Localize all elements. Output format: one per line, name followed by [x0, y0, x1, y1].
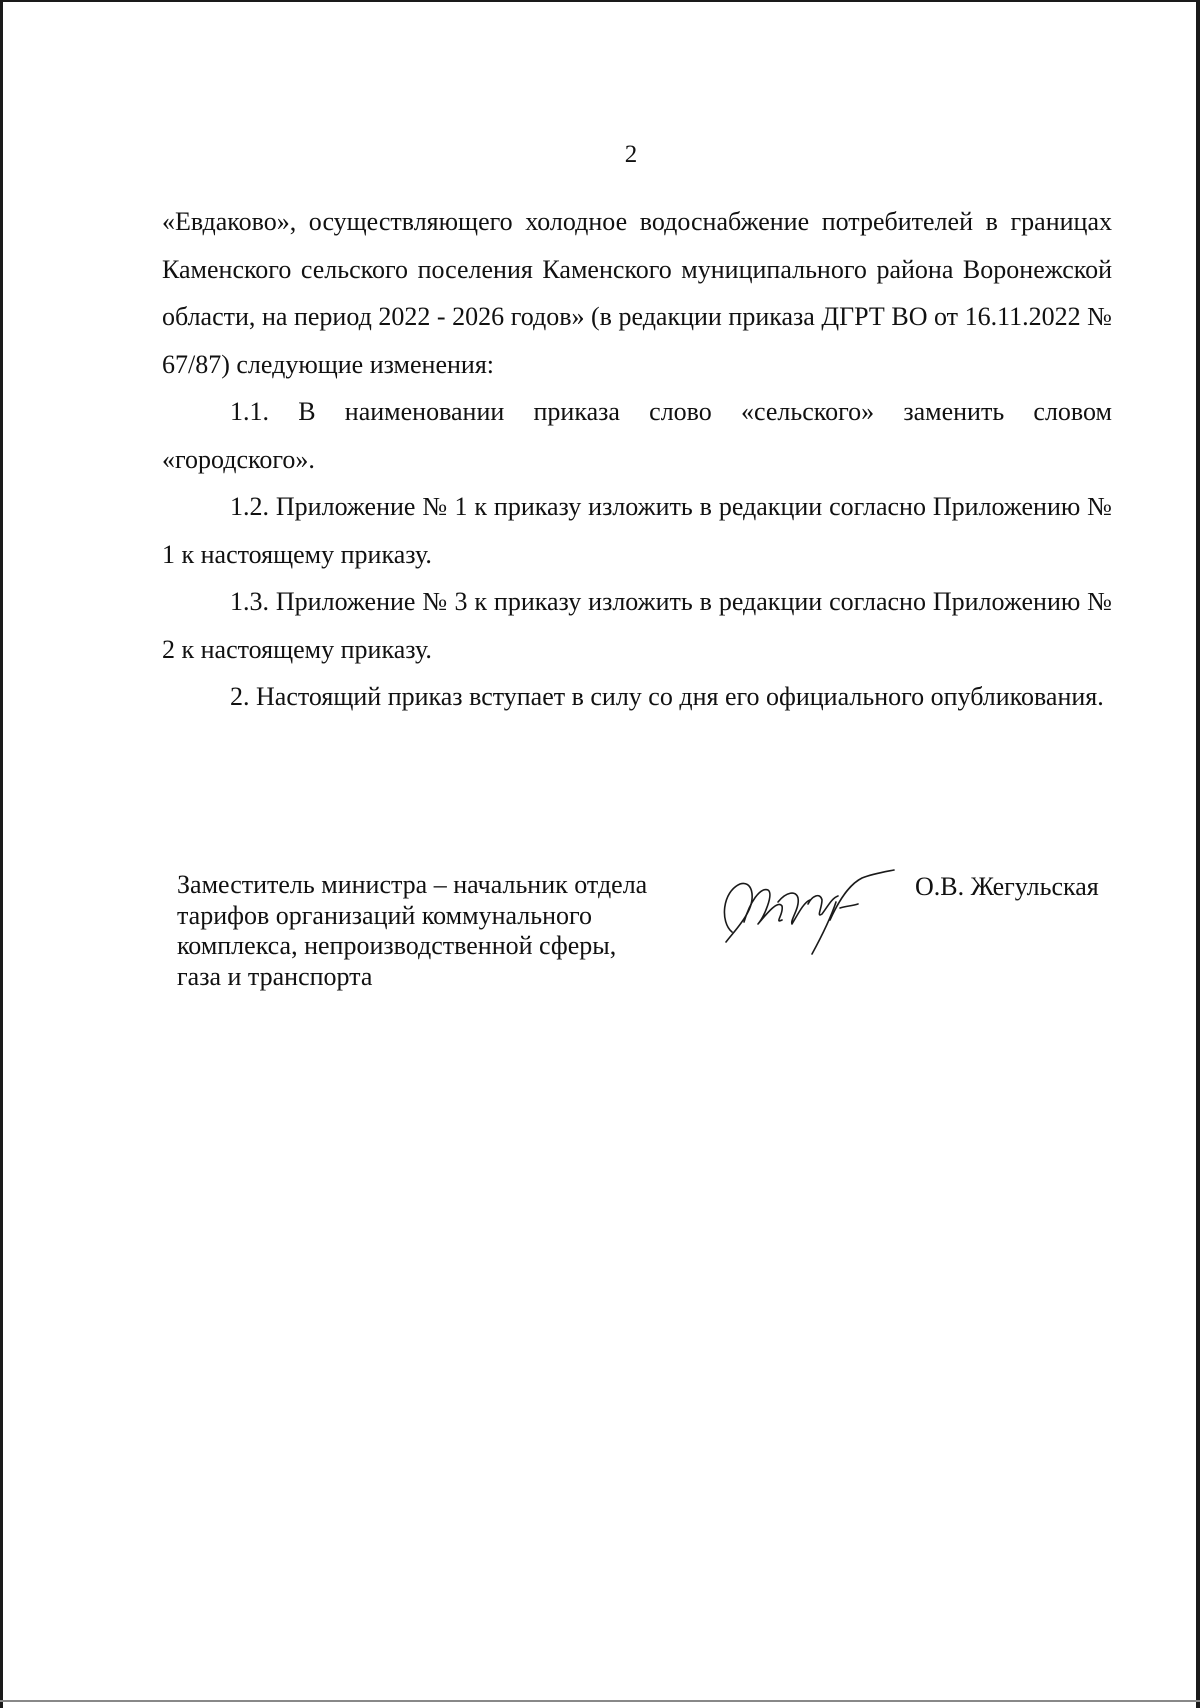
position-line: Заместитель министра – начальник отдела [177, 870, 648, 899]
signer-name: О.В. Жегульская [915, 872, 1099, 901]
position-line: газа и транспорта [177, 961, 373, 991]
paragraph-item-1-3: 1.3. Приложение № 3 к приказу изложить в редакции согласно Приложению № 2 к настоящему приказу. [162, 587, 1112, 664]
document-body [162, 198, 1112, 721]
paragraph-item-1-2: 1.2. Приложение № 1 к приказу изложить в редакции согласно Приложению № 1 к настоящему приказу. [162, 492, 1112, 569]
position-line: комплекса, непроизводственной сферы, [177, 931, 617, 960]
scan-edge-top [0, 0, 1200, 2]
handwritten-signature [712, 862, 897, 962]
scan-edge-left [0, 0, 3, 1708]
paragraph-item-2: 2. Настоящий приказ вступает в силу со дня его официального опубликования. [230, 682, 1104, 711]
position-line: тарифов организаций коммунального [177, 900, 593, 930]
scan-edge-right [1196, 0, 1200, 1708]
paragraph-continuation: «Евдаково», осуществляющего холодное водоснабжение потребителей в границах Каменского сельского поселения Каменского муниципального района Воронежской области, на период 2022 - 2026 годов» (в редакции приказа ДГРТ ВО от 16.11.2022 № 67/87) следующие изменения: [162, 207, 1112, 379]
scan-edge-bottom [0, 1700, 1200, 1702]
paragraph-item-1-1: 1.1. В наименовании приказа слово «сельского» заменить словом «городского». [162, 397, 1112, 474]
page-number: 2 [624, 141, 638, 168]
signatory-position [177, 870, 697, 992]
